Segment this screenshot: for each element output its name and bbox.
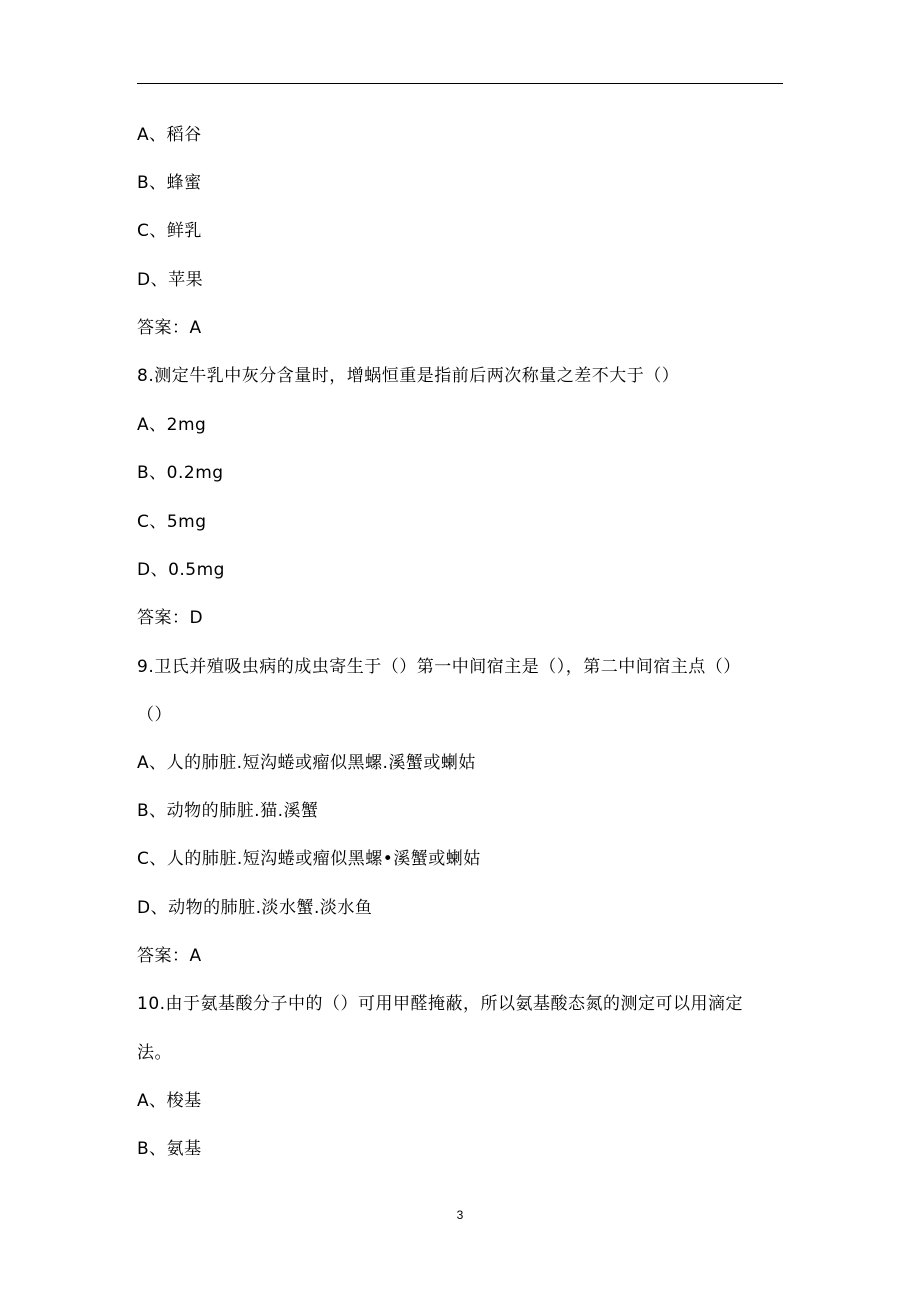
q10-question-line2: 法。: [137, 1043, 172, 1063]
q9-option-c: C、人的肺脏.短沟蜷或瘤似黑螺•溪蟹或蝲姑: [137, 849, 481, 869]
q7-option-b: B、蜂蜜: [137, 173, 202, 193]
q7-option-c: C、鲜乳: [137, 221, 202, 241]
q9-answer: 答案：A: [137, 946, 202, 966]
q10-option-b: B、氨基: [137, 1139, 202, 1159]
q8-question: 8.测定牛乳中灰分含量时，增蜗恒重是指前后两次称量之差不大于（）: [137, 366, 680, 386]
q8-option-c: C、5mg: [137, 512, 207, 532]
q10-option-a: A、梭基: [137, 1091, 202, 1111]
q10-question-line1: 10.由于氨基酸分子中的（）可用甲醛掩蔽，所以氨基酸态氮的测定可以用滴定: [137, 994, 744, 1014]
q9-option-d: D、动物的肺脏.淡水蟹.淡水鱼: [137, 898, 373, 918]
page-number: 3: [456, 1208, 464, 1222]
header-rule: [137, 83, 783, 84]
q9-question-line2: （）: [137, 705, 172, 725]
q8-option-a: A、2mg: [137, 415, 207, 435]
q9-option-b: B、动物的肺脏.猫.溪蟹: [137, 801, 319, 821]
q8-option-b: B、0.2mg: [137, 463, 224, 483]
q7-answer: 答案：A: [137, 318, 202, 338]
q7-option-a: A、稻谷: [137, 125, 202, 145]
q8-answer: 答案：D: [137, 608, 204, 628]
q9-option-a: A、人的肺脏.短沟蜷或瘤似黑螺.溪蟹或蝲姑: [137, 753, 476, 773]
q7-option-d: D、苹果: [137, 270, 204, 290]
q9-question-line1: 9.卫氏并殖吸虫病的成虫寄生于（）第一中间宿主是（），第二中间宿主点（）: [137, 657, 741, 677]
q8-option-d: D、0.5mg: [137, 560, 225, 580]
